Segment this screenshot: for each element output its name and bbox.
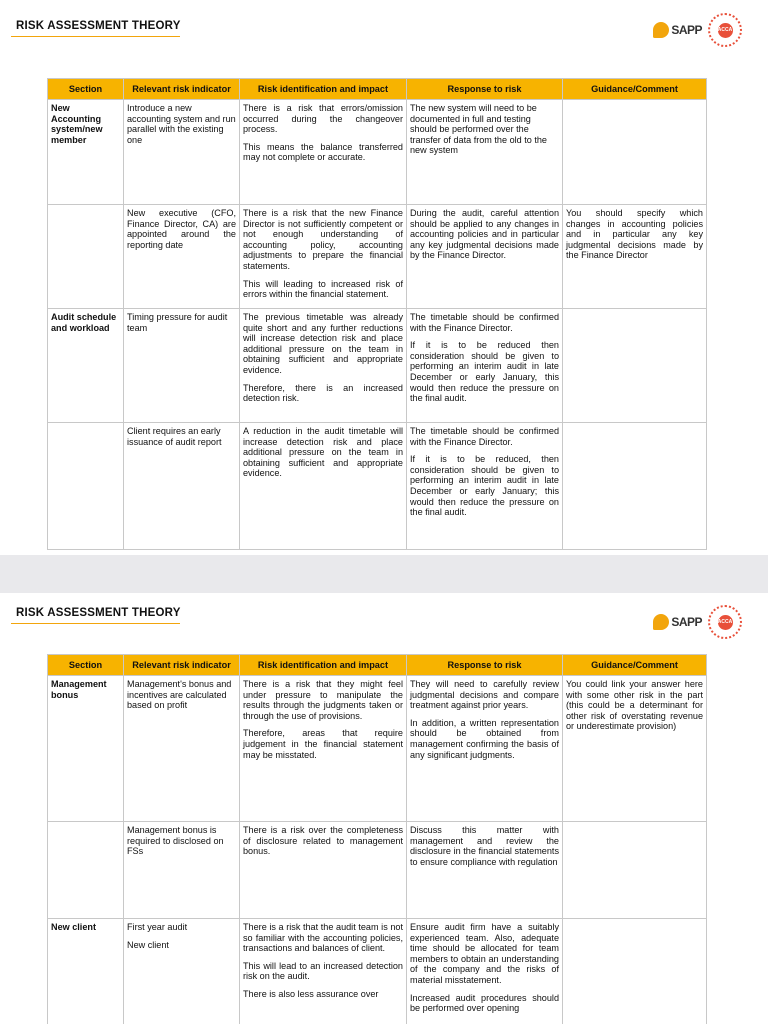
cell-text: You could link your answer here with some other risk in the part (this could be a determinant for other risk of overstating revenue or underestimate provision) bbox=[566, 679, 703, 732]
acca-badge-icon bbox=[708, 605, 742, 639]
risk-cell bbox=[240, 919, 407, 1024]
table-row bbox=[48, 205, 707, 309]
indicator-cell bbox=[124, 919, 240, 1024]
header-risk: Risk identification and impact bbox=[240, 79, 407, 100]
cell-text: There is a risk that the new Finance Director is not sufficiently competent or not enough understanding of accounting policy, accounting adjustments to prepare the financial statements. bbox=[243, 208, 403, 271]
sapp-logo-icon bbox=[653, 614, 669, 630]
cell-text: The timetable should be confirmed with the Finance Director. bbox=[410, 426, 559, 447]
indicator-cell bbox=[124, 423, 240, 550]
table-row bbox=[48, 822, 707, 919]
cell-text: Discuss this matter with management and review the disclosure in the financial statements to ensure compliance with regulation bbox=[410, 825, 559, 867]
acca-badge-text: ACCA bbox=[718, 23, 733, 38]
header-section: Section bbox=[48, 79, 124, 100]
guidance-cell bbox=[563, 309, 707, 423]
cell-text: This means the balance transferred may not complete or accurate. bbox=[243, 141, 403, 163]
guidance-cell bbox=[563, 423, 707, 550]
header-response: Response to risk bbox=[407, 655, 563, 676]
cell-text: There is a risk that they might feel under pressure to manipulate the results through the judgments taken or through the use of provisions. bbox=[243, 679, 403, 721]
cell-text: They will need to carefully review judgmental decisions and compare treatment against prior years. bbox=[410, 679, 559, 711]
risk-cell bbox=[240, 205, 407, 309]
table-row bbox=[48, 309, 707, 423]
cell-text: A reduction in the audit timetable will increase detection risk and place additional pressure on the team in obtaining sufficient and appropriate evidence. bbox=[243, 426, 403, 479]
header-guidance: Guidance/Comment bbox=[563, 655, 707, 676]
sapp-logo bbox=[653, 614, 702, 630]
cell-text: You should specify which changes in accounting policies and in particular any key judgmental decisions made by the Finance Director bbox=[566, 208, 703, 261]
response-cell bbox=[407, 100, 563, 205]
sapp-logo bbox=[653, 22, 702, 38]
response-cell bbox=[407, 676, 563, 822]
cell-text: Client requires an early issuance of audit report bbox=[127, 426, 222, 447]
risk-table bbox=[47, 654, 707, 1024]
risk-cell bbox=[240, 423, 407, 550]
risk-cell bbox=[240, 100, 407, 205]
cell-text: In addition, a written representation should be obtained from management confirming the basis of any significant judgments. bbox=[410, 717, 559, 760]
cell-text: There is a risk over the completeness of disclosure related to management bonus. bbox=[243, 825, 403, 857]
section-cell bbox=[48, 423, 124, 550]
table-header-row bbox=[48, 79, 707, 100]
cell-text: Management's bonus and incentives are calculated based on profit bbox=[127, 679, 232, 711]
response-cell bbox=[407, 309, 563, 423]
section-cell: New client bbox=[48, 919, 124, 1024]
section-cell bbox=[48, 205, 124, 309]
sapp-logo-icon bbox=[653, 22, 669, 38]
risk-cell bbox=[240, 822, 407, 919]
table-row bbox=[48, 919, 707, 1024]
page-title: RISK ASSESSMENT THEORY bbox=[16, 607, 181, 619]
risk-cell bbox=[240, 676, 407, 822]
title-underline bbox=[11, 36, 180, 37]
acca-badge-icon bbox=[708, 13, 742, 47]
sapp-logo-text: SAPP bbox=[671, 615, 702, 629]
table-row bbox=[48, 423, 707, 550]
cell-text: Therefore, areas that require judgement in the financial statement may be misstated. bbox=[243, 728, 403, 760]
cell-text: There is a risk that the audit team is not so familiar with the accounting policies, transactions and balances of client. bbox=[243, 922, 403, 954]
cell-text: New executive (CFO, Finance Director, CA) are appointed around the reporting date bbox=[127, 208, 236, 250]
response-cell bbox=[407, 423, 563, 550]
header-logos bbox=[653, 605, 742, 639]
response-cell bbox=[407, 919, 563, 1024]
indicator-cell bbox=[124, 100, 240, 205]
header-indicator: Relevant risk indicator bbox=[124, 655, 240, 676]
section-cell: Audit schedule and workload bbox=[48, 309, 124, 423]
header-response: Response to risk bbox=[407, 79, 563, 100]
cell-text: The new system will need to be documented in full and testing should be performed over the transfer of data from the old to the new system bbox=[410, 103, 547, 156]
cell-text: If it is to be reduced then consideration should be given to performing an interim audit in late December or early January, this would then reduce the pressure on the final audit. bbox=[410, 340, 559, 404]
page-title: RISK ASSESSMENT THEORY bbox=[16, 20, 181, 32]
header-logos bbox=[653, 13, 742, 47]
indicator-cell bbox=[124, 676, 240, 822]
guidance-cell bbox=[563, 100, 707, 205]
title-underline bbox=[11, 623, 180, 624]
guidance-cell bbox=[563, 205, 707, 309]
cell-text: Therefore, there is an increased detection risk. bbox=[243, 382, 403, 404]
document-page-2 bbox=[0, 593, 768, 1024]
guidance-cell bbox=[563, 919, 707, 1024]
cell-text: Increased audit procedures should be performed over opening bbox=[410, 992, 559, 1014]
response-cell bbox=[407, 205, 563, 309]
cell-text: The timetable should be confirmed with the Finance Director. bbox=[410, 312, 559, 333]
cell-text: Introduce a new accounting system and run parallel with the existing one bbox=[127, 103, 236, 145]
guidance-cell bbox=[563, 822, 707, 919]
indicator-cell bbox=[124, 205, 240, 309]
cell-text: The previous timetable was already quite short and any further reductions will increase detection risk and place additional pressure on the team in obtaining sufficient and appropriate evidence. bbox=[243, 312, 403, 375]
header-guidance: Guidance/Comment bbox=[563, 79, 707, 100]
cell-text: There is a risk that errors/omission occurred during the changeover process. bbox=[243, 103, 403, 135]
cell-text: Timing pressure for audit team bbox=[127, 312, 228, 333]
risk-cell bbox=[240, 309, 407, 423]
acca-badge-text: ACCA bbox=[718, 615, 733, 630]
section-cell bbox=[48, 822, 124, 919]
header-risk: Risk identification and impact bbox=[240, 655, 407, 676]
guidance-cell bbox=[563, 676, 707, 822]
cell-text: First year audit bbox=[127, 922, 188, 932]
section-cell: New Accounting system/new member bbox=[48, 100, 124, 205]
header-indicator: Relevant risk indicator bbox=[124, 79, 240, 100]
cell-text: Ensure audit firm have a suitably experienced team. Also, adequate time should be allocated for team members to obtain an understanding of the company and the risks of material misstatement. bbox=[410, 922, 559, 985]
cell-text: Management bonus is required to disclosed on FSs bbox=[127, 825, 224, 857]
cell-text: If it is to be reduced, then consideration should be given to performing an interim audit in late December or early January; this would then reduce the pressure on the final audit. bbox=[410, 454, 559, 518]
table-header-row bbox=[48, 655, 707, 676]
indicator-cell bbox=[124, 309, 240, 423]
sapp-logo-text: SAPP bbox=[671, 23, 702, 37]
cell-text: New client bbox=[127, 939, 169, 950]
table-row bbox=[48, 100, 707, 205]
section-cell: Management bonus bbox=[48, 676, 124, 822]
cell-text: There is also less assurance over bbox=[243, 988, 379, 999]
risk-table bbox=[47, 78, 707, 550]
indicator-cell bbox=[124, 822, 240, 919]
cell-text: This will leading to increased risk of errors within the financial statement. bbox=[243, 278, 403, 300]
cell-text: During the audit, careful attention should be applied to any changes in accounting policies and in particular any key judgmental decisions made by the Finance Director. bbox=[410, 208, 559, 261]
response-cell bbox=[407, 822, 563, 919]
table-row bbox=[48, 676, 707, 822]
cell-text: This will lead to an increased detection risk on the audit. bbox=[243, 960, 403, 982]
header-section: Section bbox=[48, 655, 124, 676]
